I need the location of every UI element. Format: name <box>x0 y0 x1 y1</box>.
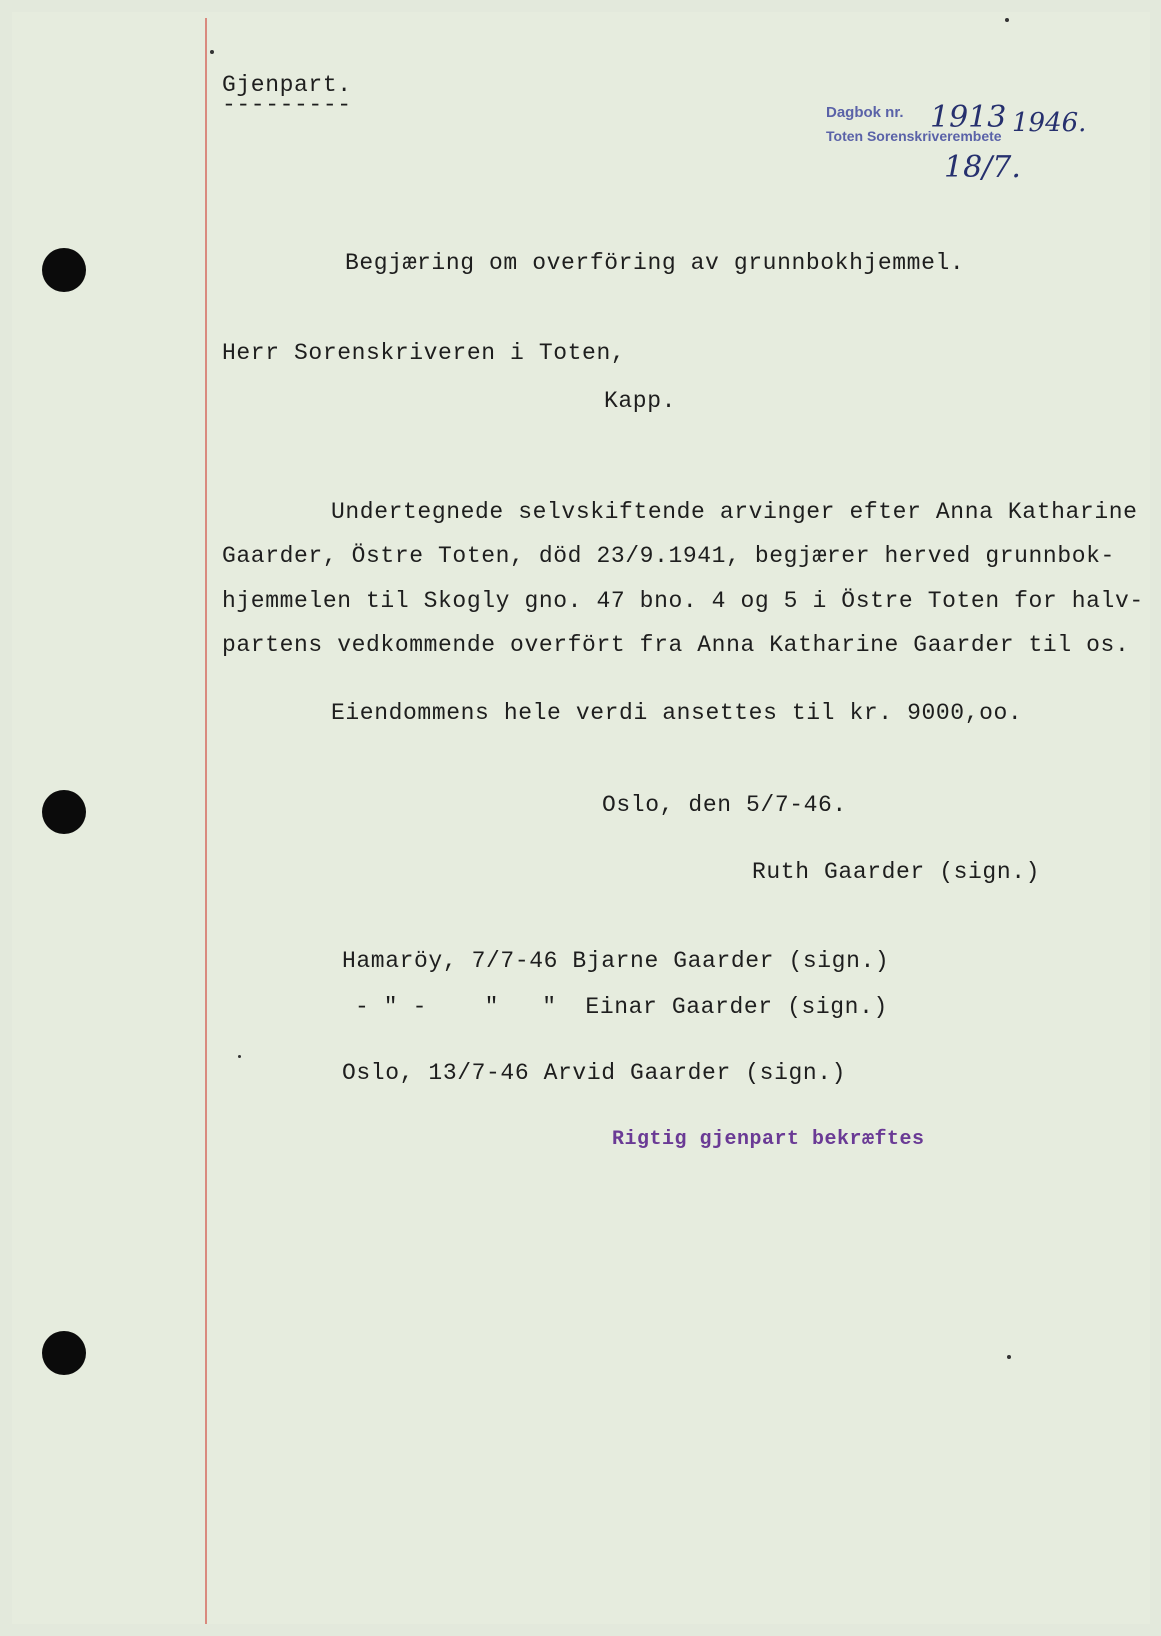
stamp-year: 1946. <box>1012 108 1087 138</box>
signature-ruth: Ruth Gaarder (sign.) <box>752 859 1041 885</box>
signature-bjarne: Hamaröy, 7/7-46 Bjarne Gaarder (sign.) <box>342 948 890 974</box>
punch-hole <box>42 248 86 292</box>
body-line: partens vedkommende overfört fra Anna Katharine Gaarder til os. <box>222 632 1130 658</box>
subject-line: Begjæring om overföring av grunnbokhjemmel. <box>345 250 965 276</box>
stamp-line-2: Toten Sorenskriverembete <box>826 128 1002 144</box>
punch-hole <box>42 790 86 834</box>
body-line: Undertegnede selvskiftende arvinger efter Anna Katharine <box>331 499 1138 525</box>
stamp-line-1: Dagbok nr. <box>826 104 904 121</box>
addressee-line-1: Herr Sorenskriveren i Toten, <box>222 340 626 366</box>
speck <box>1005 18 1009 22</box>
value-line: Eiendommens hele verdi ansettes til kr. 9000,oo. <box>331 700 1023 726</box>
margin-line <box>205 18 207 1624</box>
speck <box>1007 1355 1011 1359</box>
speck <box>210 50 214 54</box>
punch-hole <box>42 1331 86 1375</box>
document-title: Gjenpart. <box>222 72 352 98</box>
title-underline: --------- <box>222 92 352 118</box>
addressee-line-2: Kapp. <box>604 388 677 414</box>
certification-stamp: Rigtig gjenpart bekræftes <box>612 1128 925 1151</box>
body-line: hjemmelen til Skogly gno. 47 bno. 4 og 5 i Östre Toten for halv- <box>222 588 1144 614</box>
body-line: Gaarder, Östre Toten, död 23/9.1941, begjærer herved grunnbok- <box>222 543 1115 569</box>
signature-einar: - " - " " Einar Gaarder (sign.) <box>355 994 888 1020</box>
signature-arvid: Oslo, 13/7-46 Arvid Gaarder (sign.) <box>342 1060 847 1086</box>
speck <box>238 1055 241 1058</box>
place-date: Oslo, den 5/7-46. <box>602 792 847 818</box>
stamp-date: 18/7. <box>944 150 1021 185</box>
stamp-number: 1913 <box>930 100 1007 135</box>
